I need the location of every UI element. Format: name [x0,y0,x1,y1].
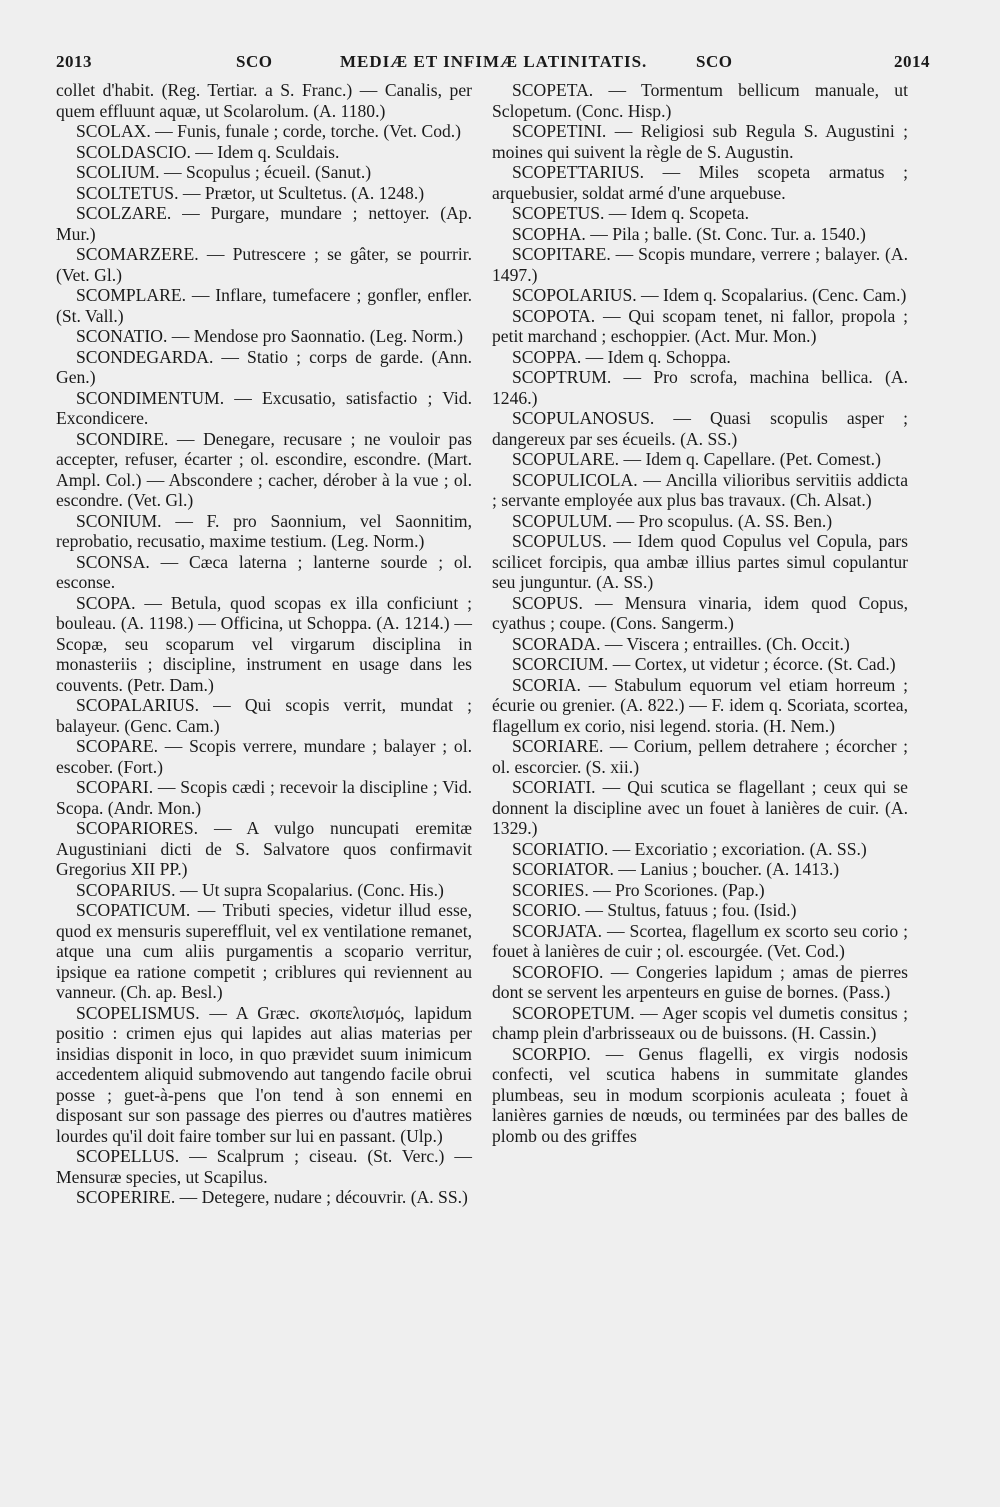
dictionary-entry: SCOPALARIUS. — Qui scopis verrit, mundat ; balayeur. (Genc. Cam.) [56,695,472,736]
dictionary-entry: SCOLTETUS. — Prætor, ut Scultetus. (A. 1248.) [76,182,425,203]
dictionary-entry: SCOPATICUM. — Tributi species, videtur illud esse, quod ex mensuris supereffluit, vel ex ventilatione remanet, atque una cum aliis purgamentis a scopario verritur, ipsique ea ratione competit ; criblures qui reviennent au vanneur. (Ch. ap. Besl.) [56,900,472,1002]
dictionary-entry: SCORIATOR. — Lanius ; boucher. (A. 1413.) [512,859,840,879]
dictionary-entry: SCONIUM. — F. pro Saonnium, vel Saonnitim, reprobatio, recusatio, maxime testium. (Leg. Norm.) [56,510,472,551]
dictionary-entry: SCORIATI. — Qui scutica se flagellant ; ceux qui se donnent la discipline avec un fouet à lanières de cuir. (A. 1329.) [492,777,908,838]
dictionary-entry: SCOPOTA. — Qui scopam tenet, ni fallor, propola ; petit marchand ; eschoppier. (Act. Mur. Mon.) [492,305,908,346]
dictionary-entry: SCORJATA. — Scortea, flagellum ex scorto seu corio ; fouet à lanières de cuir ; ol. escourgée. (Vet. Cod.) [492,920,908,961]
headword-left: SCO [236,52,273,71]
dictionary-entry: SCOPELISMUS. — A Græc. σκοπελισμός, lapidum positio : crimen ejus qui lapides aut alias materias per insidias disponit in loco, in quo prævidet suum inimicum accedentem aliquid submovendo aut tangendo facile obrui posse ; guet-à-pens que l'on tend à son ennemi en disposant sur son passage des pierres ou d'autres matières lourdes qu'il doit faire tomber sur lui en passant. (Ulp.) [56,1002,472,1146]
dictionary-entry: SCORIO. — Stultus, fatuus ; fou. (Isid.) [512,900,797,920]
dictionary-entry: SCORIATIO. — Excoriatio ; excoriation. (A. SS.) [512,838,867,859]
dictionary-entry: SCOPITARE. — Scopis mundare, verrere ; balayer. (A. 1497.) [492,244,908,285]
dictionary-entry: SCOPARIUS. — Ut supra Scopalarius. (Conc. His.) [76,879,444,900]
dictionary-entry: SCOPELLUS. — Scalprum ; ciseau. (St. Verc.) — Mensuræ species, ut Scapilus. [56,1146,472,1187]
dictionary-entry: SCOLZARE. — Purgare, mundare ; nettoyer. (Ap. Mur.) [56,203,472,244]
dictionary-entry: SCOPULARE. — Idem q. Capellare. (Pet. Comest.) [512,449,881,469]
dictionary-entry: SCOPTRUM. — Pro scrofa, machina bellica. (A. 1246.) [492,367,908,408]
dictionary-entry: SCOPULANOSUS. — Quasi scopulis asper ; dangereux par ses écueils. (A. SS.) [492,408,908,449]
dictionary-entry: SCOMPLARE. — Inflare, tumefacere ; gonfler, enfler. (St. Vall.) [56,285,472,326]
dictionary-entry: SCOPERIRE. — Detegere, nudare ; découvrir. (A. SS.) [76,1187,468,1207]
dictionary-entry: SCORPIO. — Genus flagelli, ex virgis nodosis confecti, vel scutica habens in summitate glandes plumbeas, seu in modum scorpionis aculeata ; fouet à lanières garnies de nœuds, ou terminées par des balles de plomb ou des griffes [492,1043,908,1146]
dictionary-entry: SCOROPETUM. — Ager scopis vel dumetis consitus ; champ plein d'arbrisseaux ou de buissons. (H. Cassin.) [492,1002,908,1043]
dictionary-entry: SCOLAX. — Funis, funale ; corde, torche. (Vet. Cod.) [76,121,462,141]
dictionary-entry: SCOROFIO. — Congeries lapidum ; amas de pierres dont se servent les arpenteurs en guise de bornes. (Pass.) [492,961,908,1002]
dictionary-entry: SCONSA. — Cæca laterna ; lanterne sourde ; ol. esconse. [56,551,472,592]
dictionary-entry: SCOPPA. — Idem q. Schoppa. [512,346,731,367]
dictionary-entry: SCONATIO. — Mendose pro Saonnatio. (Leg. Norm.) [76,326,464,346]
dictionary-entry: SCOPA. — Betula, quod scopas ex illa conficiunt ; bouleau. (A. 1198.) — Officina, ut Schoppa. (A. 1214.) — Scopæ, seu scoparum vel virgarum disciplina in monasteriis ; discipline, instrument en usage dans les couvents. (Petr. Dam.) [56,592,472,695]
dictionary-entry: SCONDIMENTUM. — Excusatio, satisfactio ; Vid. Excondicere. [56,387,472,428]
headword-right: SCO [696,52,733,71]
dictionary-entry: collet d'habit. (Reg. Tertiar. a S. Franc.) — Canalis, per quem effluunt aquæ, ut Scolarolum. (A. 1180.) [56,80,472,121]
dictionary-entry: SCORCIUM. — Cortex, ut videtur ; écorce. (St. Cad.) [512,654,896,674]
dictionary-entry: SCOLIUM. — Scopulus ; écueil. (Sanut.) [76,162,372,182]
dictionary-entry: SCOPULICOLA. — Ancilla vilioribus servitiis addicta ; servante employée aux plus bas travaux. (Ch. Alsat.) [492,469,908,510]
dictionary-entry: SCOPETA. — Tormentum bellicum manuale, ut Sclopetum. (Conc. Hisp.) [492,80,908,121]
dictionary-entry: SCORIARE. — Corium, pellem detrahere ; écorcher ; ol. escorcier. (S. xii.) [492,736,908,777]
page-number-right: 2014 [894,52,930,71]
dictionary-entry: SCORIES. — Pro Scoriones. (Pap.) [512,879,765,900]
dictionary-entry: SCOLDASCIO. — Idem q. Sculdais. [76,141,340,162]
dictionary-entry: SCOPOLARIUS. — Idem q. Scopalarius. (Cenc. Cam.) [512,285,907,305]
dictionary-entry: SCOPHA. — Pila ; balle. (St. Conc. Tur. a. 1540.) [512,223,866,244]
dictionary-entry: SCOPULUM. — Pro scopulus. (A. SS. Ben.) [512,510,833,531]
left-column [56,80,472,1208]
dictionary-entry: SCORADA. — Viscera ; entrailles. (Ch. Occit.) [512,633,850,654]
dictionary-entry: SCOPETINI. — Religiosi sub Regula S. Augustini ; moines qui suivent la règle de S. Augustin. [492,121,908,162]
dictionary-entry: SCOMARZERE. — Putrescere ; se gâter, se pourrir. (Vet. Gl.) [56,244,472,285]
running-header [0,44,1000,74]
running-title: MEDIÆ ET INFIMÆ LATINITATIS. [340,52,648,71]
dictionary-entry: SCOPARI. — Scopis cædi ; recevoir la discipline ; Vid. Scopa. (Andr. Mon.) [56,777,472,818]
dictionary-entry: SCOPULUS. — Idem quod Copulus vel Copula, pars scilicet forcipis, qua ambæ illius partes simul copulantur seu junguntur. (A. SS.) [492,531,908,592]
dictionary-entry: SCORIA. — Stabulum equorum vel etiam horreum ; écurie ou grenier. (A. 822.) — F. idem q. Scoriata, scortea, flagellum ex corio, nisi legend. storia. (H. Nem.) [492,674,908,736]
dictionary-entry: SCOPETTARIUS. — Miles scopeta armatus ; arquebusier, soldat armé d'une arquebuse. [492,162,908,203]
dictionary-entry: SCONDEGARDA. — Statio ; corps de garde. (Ann. Gen.) [56,346,472,387]
dictionary-entry: SCOPETUS. — Idem q. Scopeta. [512,203,750,223]
dictionary-entry: SCOPARIORES. — A vulgo nuncupati eremitæ Augustiniani dicti de S. Salvatore quos confirmavit Gregorius XII PP.) [56,818,472,879]
right-column [492,80,908,1208]
dictionary-entry: SCOPUS. — Mensura vinaria, idem quod Copus, cyathus ; coupe. (Cons. Sangerm.) [492,592,908,633]
text-columns [56,80,908,1208]
dictionary-entry: SCONDIRE. — Denegare, recusare ; ne vouloir pas accepter, refuser, écarter ; ol. escondire, escondre. (Mart. Ampl. Col.) — Abscondere ; cacher, dérober à la vue ; ol. escondre. (Vet. Gl.) [56,428,472,510]
dictionary-entry: SCOPARE. — Scopis verrere, mundare ; balayer ; ol. escober. (Fort.) [56,736,472,777]
page-number-left: 2013 [56,52,92,71]
